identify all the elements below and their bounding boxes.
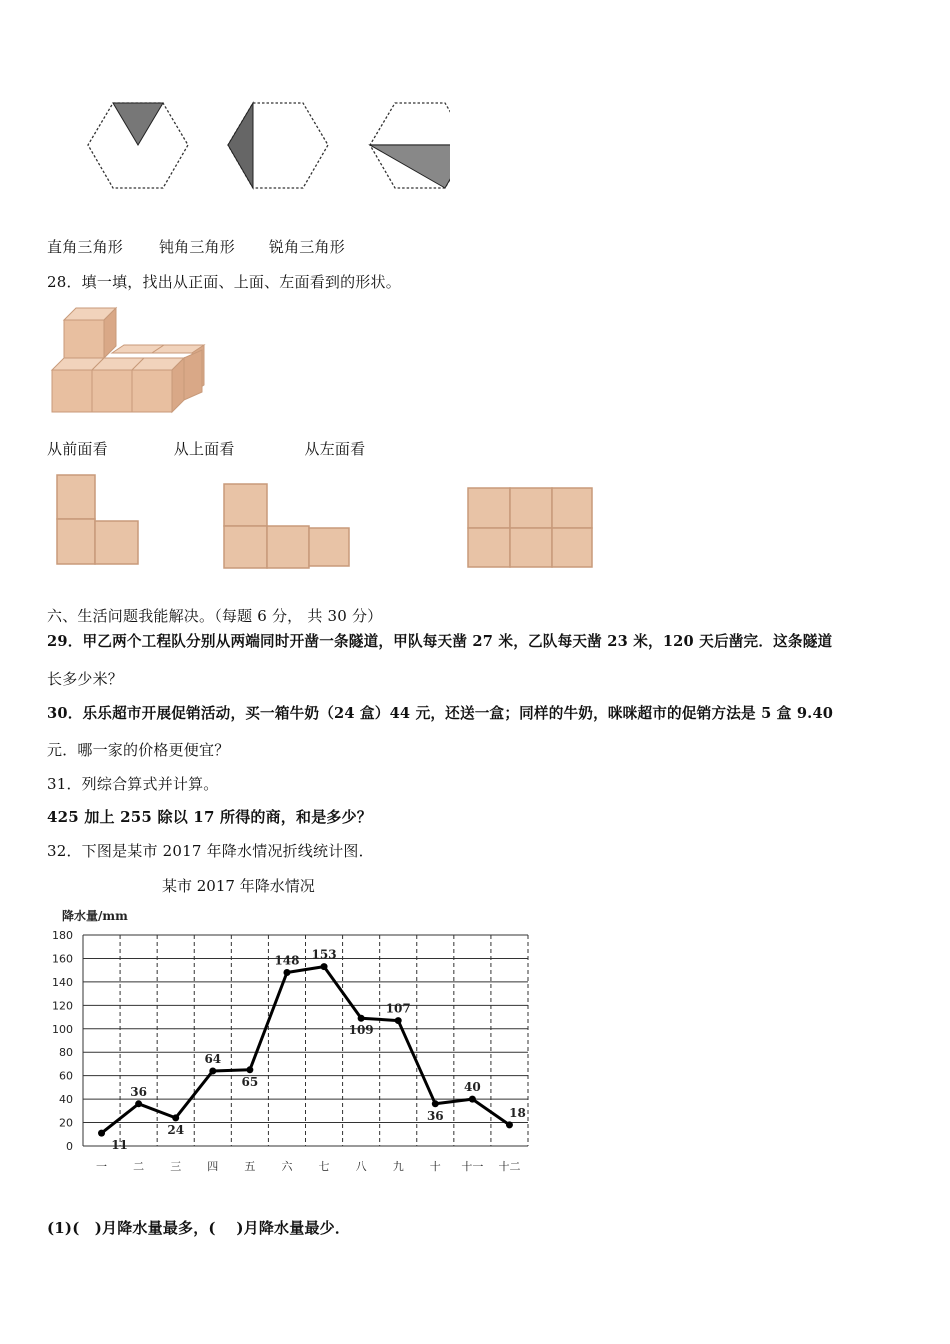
x-tick-label: 十二 <box>498 1160 521 1173</box>
data-label: 36 <box>130 1084 147 1099</box>
view-label-top: 从上面看 <box>173 440 235 458</box>
x-tick-label: 六 <box>281 1160 293 1173</box>
data-point <box>98 1130 105 1137</box>
hexagon-acute-triangle <box>370 103 450 188</box>
data-point <box>172 1114 179 1121</box>
q31-line1: 31．列综合算式并计算。 <box>47 775 219 793</box>
y-tick-label: 0 <box>66 1140 73 1153</box>
data-label: 109 <box>348 1023 374 1038</box>
triangle-label-obtuse: 钝角三角形 <box>158 238 235 256</box>
y-tick-label: 120 <box>52 999 73 1013</box>
left-view <box>468 488 592 567</box>
data-point <box>506 1121 513 1128</box>
x-tick-label: 二 <box>133 1160 145 1173</box>
view-label-left: 从左面看 <box>304 440 366 458</box>
triangle-label-acute: 锐角三角形 <box>268 238 345 256</box>
x-tick-label: 九 <box>392 1160 404 1173</box>
rainfall-line-chart <box>40 900 550 1185</box>
section6-title: 六、生活问题我能解决。（每题 6 分， 共 30 分） <box>47 607 383 625</box>
chart-grid <box>83 935 528 1146</box>
x-tick-label: 四 <box>207 1160 219 1173</box>
data-label: 153 <box>311 947 337 962</box>
front-view <box>57 475 138 564</box>
y-ticks <box>52 929 73 1153</box>
data-label: 148 <box>274 953 300 968</box>
triangle-labels <box>47 236 345 257</box>
data-labels <box>111 948 526 1152</box>
data-label: 65 <box>241 1074 259 1089</box>
data-point <box>209 1067 216 1074</box>
y-tick-label: 20 <box>59 1116 73 1130</box>
y-tick-label: 100 <box>52 1022 73 1036</box>
y-tick-label: 60 <box>59 1069 73 1083</box>
chart-title: 某市 2017 年降水情况 <box>162 877 315 895</box>
data-point <box>395 1017 402 1024</box>
x-tick-label: 八 <box>355 1160 367 1173</box>
q30-line2: 元．哪一家的价格更便宜？ <box>47 741 230 759</box>
view-labels <box>47 438 365 459</box>
hexagon-obtuse-triangle <box>228 103 328 188</box>
y-tick-label: 180 <box>52 929 73 942</box>
x-tick-label: 三 <box>170 1160 182 1173</box>
top-view <box>224 484 349 568</box>
data-point <box>135 1100 142 1107</box>
x-ticks <box>96 1159 520 1173</box>
q32-sub1: (1)( )月降水量最多，( )月降水量最少． <box>47 1219 351 1237</box>
data-label: 24 <box>167 1122 185 1137</box>
x-tick-label: 一 <box>96 1160 108 1173</box>
y-tick-label: 40 <box>59 1093 73 1107</box>
x-tick-label: 五 <box>244 1160 256 1173</box>
y-tick-label: 140 <box>52 975 73 989</box>
q29-line1: 29．甲乙两个工程队分别从两端同时开凿一条隧道，甲队每天凿 27 米，乙队每天凿 23 米，120 天后凿完．这条隧道 <box>47 633 833 650</box>
data-label: 40 <box>464 1080 481 1095</box>
q31-line2: 425 加上 255 除以 17 所得的商，和是多少？ <box>47 808 373 826</box>
data-point <box>246 1066 253 1073</box>
q28-text: 28．填一填，找出从正面、上面、左面看到的形状。 <box>47 273 401 291</box>
data-point <box>469 1096 476 1103</box>
x-tick-label: 十一 <box>461 1160 484 1173</box>
cube-stack <box>50 300 210 420</box>
data-label: 107 <box>385 1001 411 1016</box>
q32-text: 32．下图是某市 2017 年降水情况折线统计图． <box>47 842 374 860</box>
data-label: 18 <box>509 1105 526 1120</box>
data-point <box>358 1015 365 1022</box>
data-point <box>283 969 290 976</box>
data-point <box>432 1100 439 1107</box>
data-label: 36 <box>426 1108 444 1123</box>
view-label-front: 从前面看 <box>47 440 108 458</box>
triangle-label-right: 直角三角形 <box>47 238 124 256</box>
hexagon-right-triangle <box>88 103 188 188</box>
y-tick-label: 80 <box>59 1046 73 1060</box>
x-tick-label: 十 <box>429 1160 441 1173</box>
view-drawings <box>50 470 610 585</box>
data-point <box>321 963 328 970</box>
y-axis-label: 降水量/mm <box>62 909 128 923</box>
q30-line1: 30．乐乐超市开展促销活动，买一箱牛奶（24 盒）44 元，还送一盒；同样的牛奶，咪咪超市的促销方法是 5 盒 9.40 <box>47 705 834 722</box>
data-label: 64 <box>204 1051 222 1066</box>
data-label: 11 <box>111 1138 128 1153</box>
hexagon-figures <box>40 95 450 200</box>
q29-line2: 长多少米？ <box>47 670 124 688</box>
y-tick-label: 160 <box>52 952 73 966</box>
x-tick-label: 七 <box>318 1160 330 1173</box>
